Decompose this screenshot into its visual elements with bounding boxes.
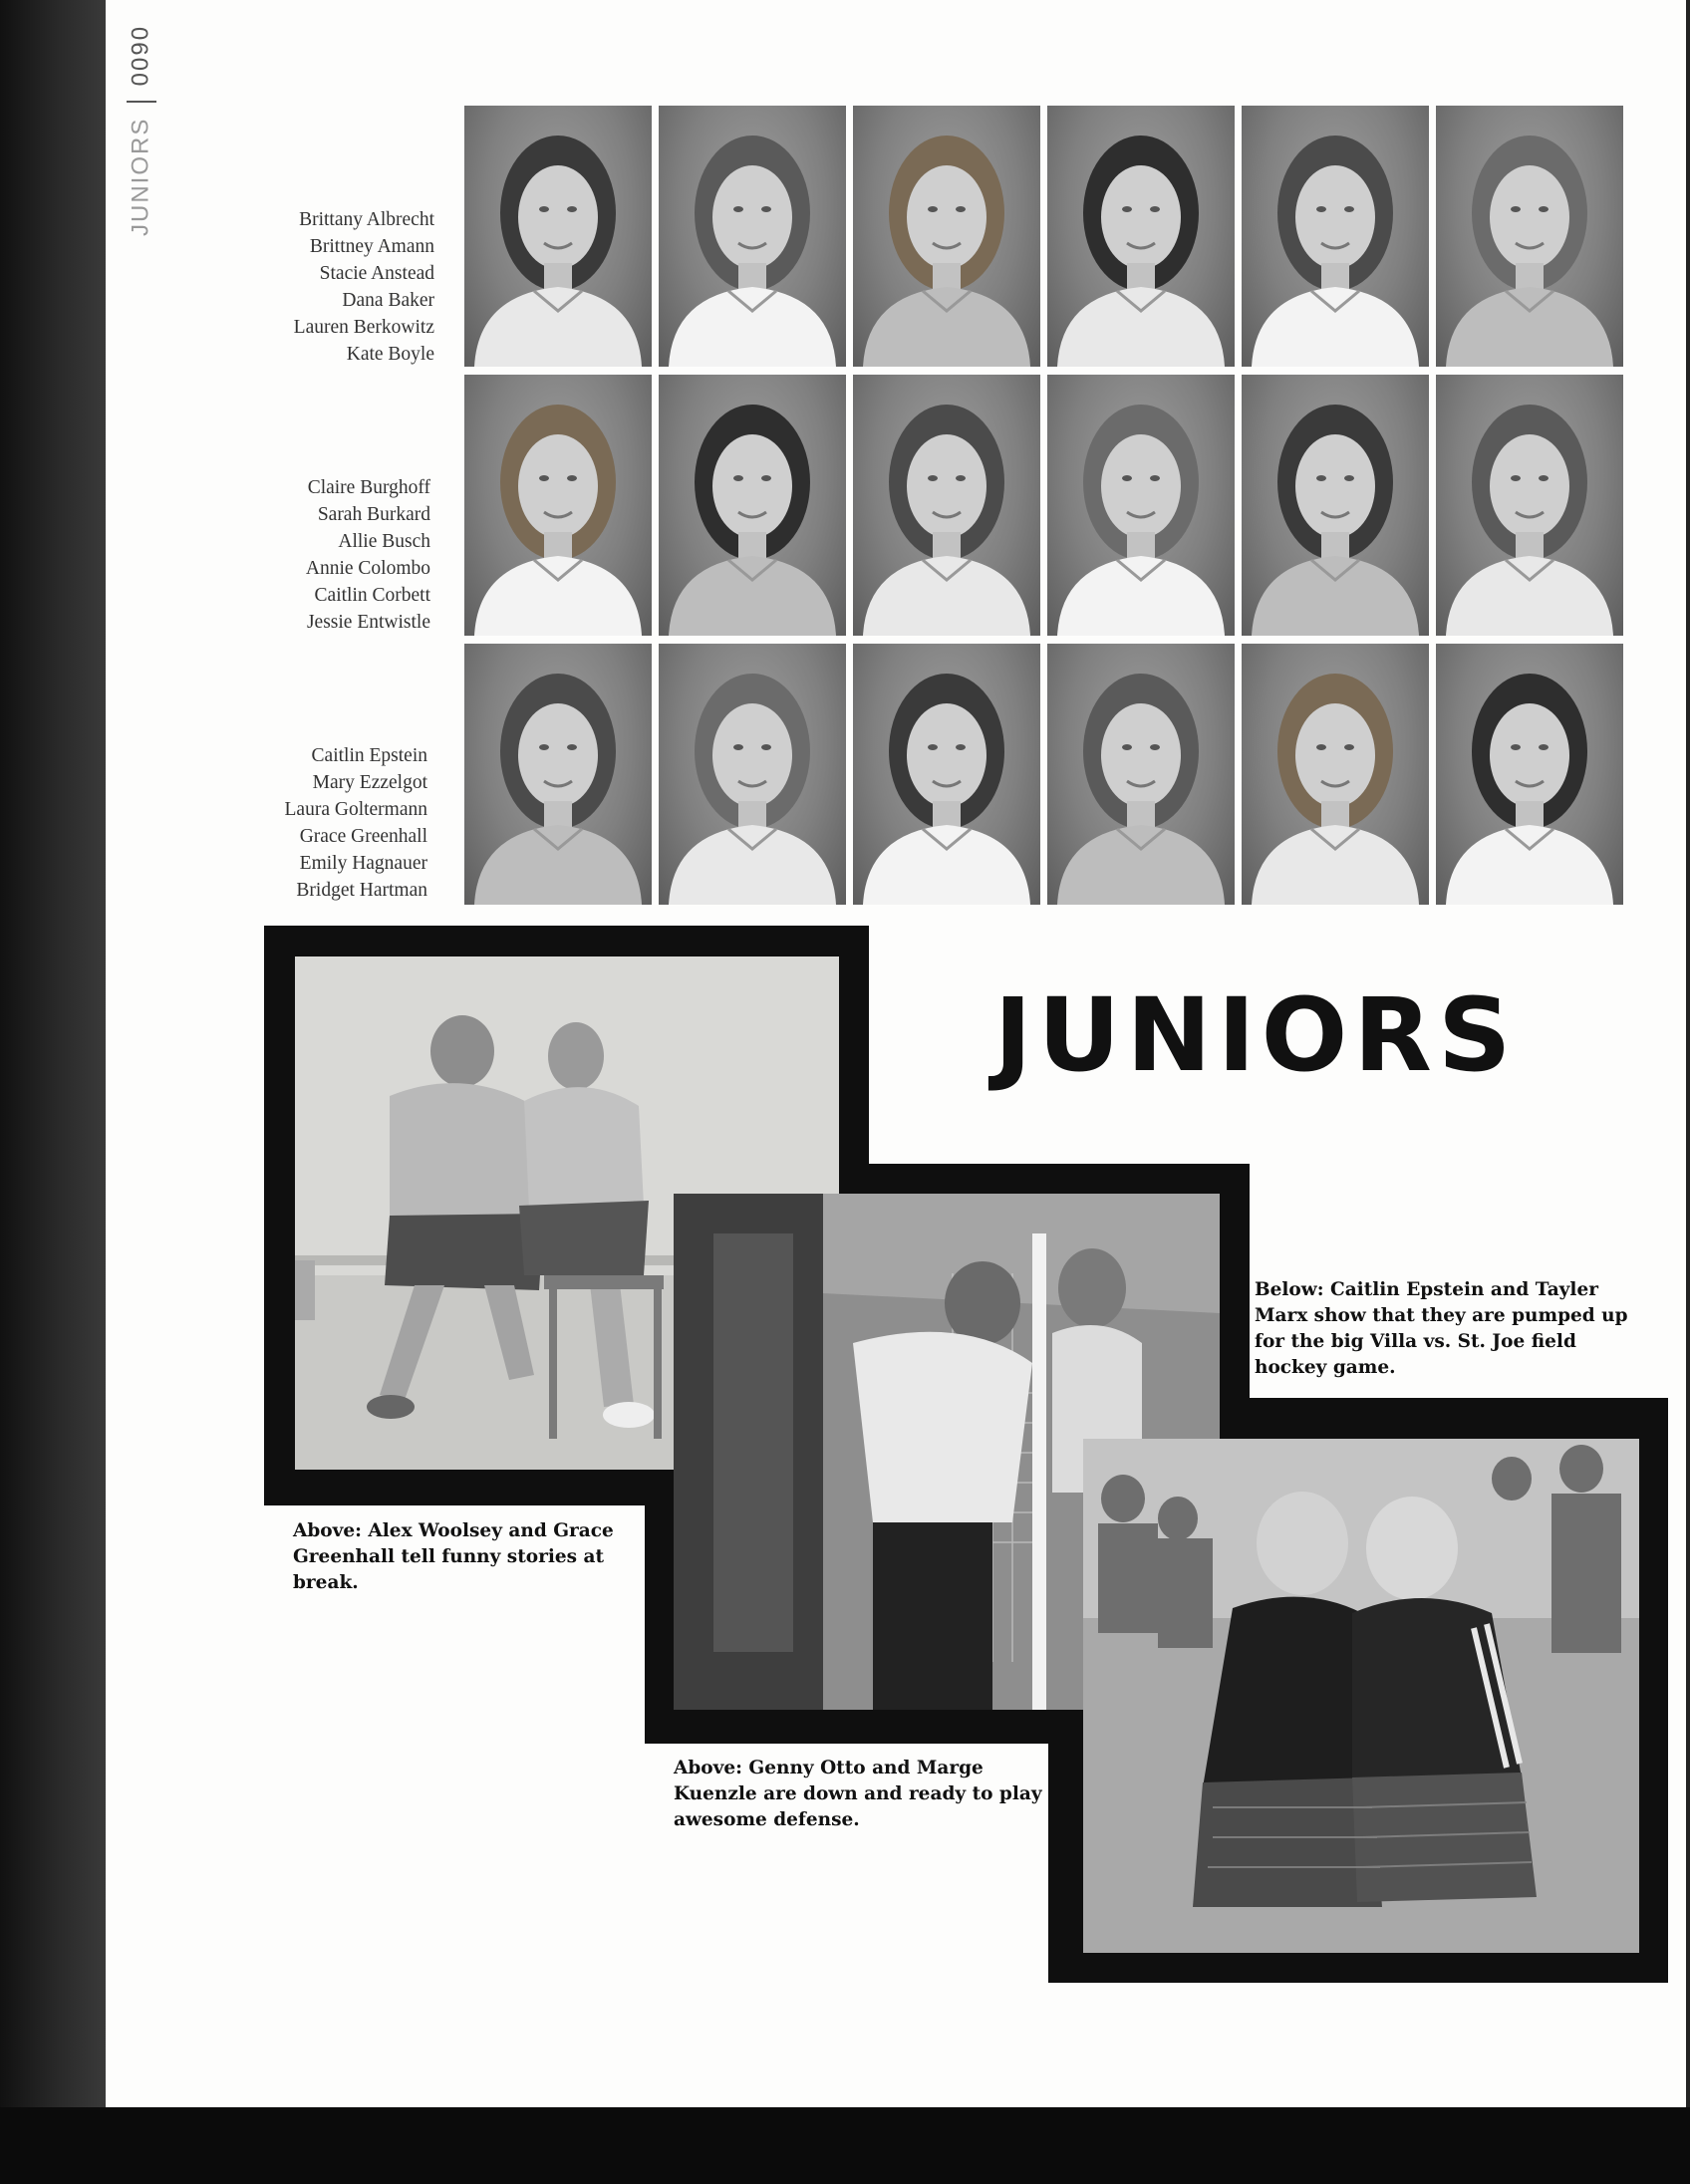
portrait-grid — [464, 106, 1642, 909]
student-portrait — [853, 375, 1040, 636]
student-name: Kate Boyle — [346, 344, 434, 365]
student-name: Caitlin Corbett — [314, 585, 430, 606]
page-number: 0090 — [127, 24, 154, 87]
student-name: Brittney Amann — [309, 236, 434, 257]
game-photo-illustration — [1083, 1439, 1639, 1953]
student-name: Stacie Anstead — [319, 263, 434, 284]
student-portrait — [1047, 106, 1235, 367]
student-name: Grace Greenhall — [299, 826, 427, 847]
student-portrait — [464, 644, 652, 905]
student-name: Allie Busch — [338, 531, 430, 552]
student-portrait — [1047, 644, 1235, 905]
folio-divider — [127, 101, 156, 103]
caption-game: Below: Caitlin Epstein and Tayler Marx show that they are pumped up for the big Villa vs. St. Joe field hockey game. — [1255, 1279, 1628, 1378]
photo-pumped-up-for-game — [1083, 1439, 1639, 1953]
name-list-row-1 — [235, 206, 434, 368]
student-portrait — [1242, 644, 1429, 905]
student-portrait — [1436, 375, 1623, 636]
student-portrait — [659, 644, 846, 905]
book-spine-shadow — [0, 0, 110, 2184]
scan-bottom-edge — [0, 2107, 1690, 2184]
student-name: Annie Colombo — [305, 558, 430, 579]
student-name: Sarah Burkard — [317, 504, 430, 525]
page-edge — [1686, 0, 1690, 2107]
student-portrait — [1436, 106, 1623, 367]
student-name: Mary Ezzelgot — [312, 772, 427, 793]
student-portrait — [1436, 644, 1623, 905]
student-portrait — [464, 106, 652, 367]
caption-break: Above: Alex Woolsey and Grace Greenhall tell funny stories at break. — [293, 1520, 614, 1593]
student-name: Lauren Berkowitz — [293, 317, 434, 338]
student-portrait — [464, 375, 652, 636]
student-name: Jessie Entwistle — [306, 612, 430, 633]
student-portrait — [853, 644, 1040, 905]
student-name: Emily Hagnauer — [299, 853, 427, 874]
student-portrait — [1242, 106, 1429, 367]
student-name: Claire Burghoff — [307, 477, 430, 498]
student-name: Laura Goltermann — [284, 799, 427, 820]
folio — [127, 24, 155, 241]
student-name: Bridget Hartman — [296, 880, 427, 901]
student-name: Caitlin Epstein — [311, 745, 427, 766]
student-name: Brittany Albrecht — [299, 209, 434, 230]
student-portrait — [853, 106, 1040, 367]
student-portrait — [1242, 375, 1429, 636]
student-name: Dana Baker — [342, 290, 434, 311]
caption-defense: Above: Genny Otto and Marge Kuenzle are down and ready to play awesome defense. — [674, 1758, 1042, 1830]
student-portrait — [1047, 375, 1235, 636]
folio-section: JUNIORS — [127, 117, 154, 236]
name-list-row-3 — [228, 742, 427, 904]
name-list-row-2 — [231, 474, 430, 636]
folio-label — [127, 24, 156, 236]
student-portrait — [659, 375, 846, 636]
student-portrait — [659, 106, 846, 367]
page-title: JUNIORS — [993, 976, 1518, 1095]
